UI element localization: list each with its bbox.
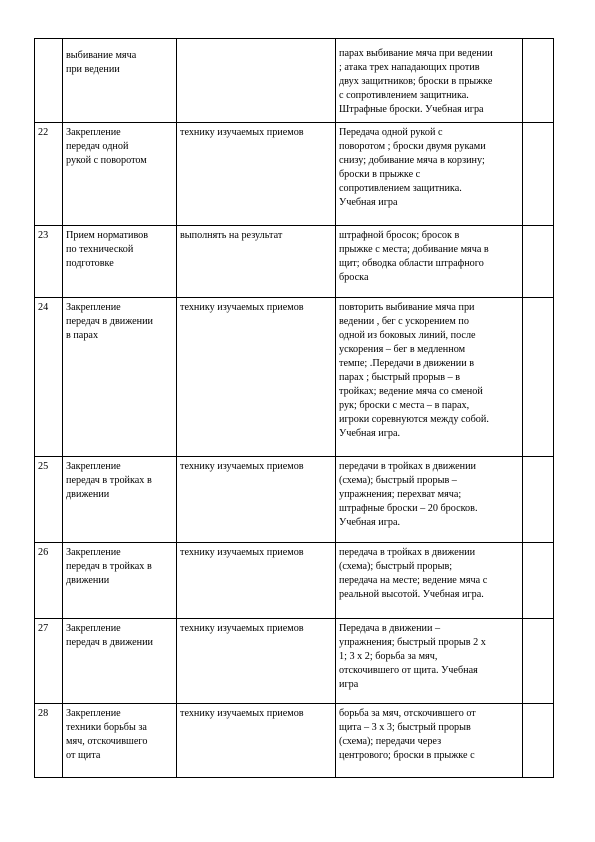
- lesson-type: технику изучаемых приемов: [177, 457, 336, 543]
- lesson-content: повторить выбивание мяча при ведении , бег с ускорением по одной из боковых линий, после ускорения – бег в медленном темпе; .Передачи в движении в парах ; быстрый прорыв – в тройках; ведение мяча со сменой рук; броски с места – в парах, игроки соревнуются между собой. Учебная игра.: [336, 298, 523, 457]
- lesson-content: Передача в движении – упражнения; быстрый прорыв 2 х 1; 3 х 2; борьба за мяч, отскочившего от щита. Учебная игра: [336, 619, 523, 704]
- lesson-extra: [523, 704, 554, 778]
- lesson-number: 25: [35, 457, 63, 543]
- table-row: [35, 704, 554, 778]
- lesson-type: выполнять на результат: [177, 226, 336, 298]
- lesson-extra: [523, 226, 554, 298]
- lesson-type: [177, 39, 336, 123]
- lesson-extra: [523, 39, 554, 123]
- table-row: [35, 619, 554, 704]
- table-row: [35, 123, 554, 226]
- lesson-content: Передача одной рукой с поворотом ; броски двумя руками снизу; добивание мяча в корзину; броски в прыжке с сопротивлением защитника. Учебная игра: [336, 123, 523, 226]
- lesson-number: 27: [35, 619, 63, 704]
- lesson-topic: Закрепление техники борьбы за мяч, отскочившего от щита: [63, 704, 177, 778]
- lesson-type: технику изучаемых приемов: [177, 619, 336, 704]
- lesson-extra: [523, 619, 554, 704]
- lesson-content: парах выбивание мяча при ведении ; атака трех нападающих против двух защитников; броски в прыжке с сопротивлением защитника. Штрафные броски. Учебная игра: [336, 39, 523, 123]
- lesson-topic: выбивание мяча при ведении: [63, 39, 177, 123]
- lesson-content: штрафной бросок; бросок в прыжке с места; добивание мяча в щит; обводка области штрафного броска: [336, 226, 523, 298]
- lesson-number: 26: [35, 543, 63, 619]
- lesson-extra: [523, 123, 554, 226]
- lesson-number: [35, 39, 63, 123]
- lesson-topic: Закрепление передач в движении в парах: [63, 298, 177, 457]
- lesson-table: [34, 38, 554, 778]
- lesson-topic: Прием нормативов по технической подготовке: [63, 226, 177, 298]
- table-row: [35, 298, 554, 457]
- lesson-number: 28: [35, 704, 63, 778]
- table-row: [35, 457, 554, 543]
- lesson-number: 23: [35, 226, 63, 298]
- lesson-type: технику изучаемых приемов: [177, 298, 336, 457]
- lesson-type: технику изучаемых приемов: [177, 543, 336, 619]
- table-row: [35, 543, 554, 619]
- lesson-number: 24: [35, 298, 63, 457]
- lesson-type: технику изучаемых приемов: [177, 704, 336, 778]
- table-row: [35, 39, 554, 123]
- lesson-extra: [523, 457, 554, 543]
- lesson-content: передача в тройках в движении (схема); быстрый прорыв; передача на месте; ведение мяча с реальной высотой. Учебная игра.: [336, 543, 523, 619]
- table-row: [35, 226, 554, 298]
- lesson-topic: Закрепление передач в тройках в движении: [63, 457, 177, 543]
- lesson-type: технику изучаемых приемов: [177, 123, 336, 226]
- lesson-topic: Закрепление передач в тройках в движении: [63, 543, 177, 619]
- lesson-content: передачи в тройках в движении (схема); быстрый прорыв – упражнения; перехват мяча; штрафные броски – 20 бросков. Учебная игра.: [336, 457, 523, 543]
- lesson-extra: [523, 543, 554, 619]
- lesson-topic: Закрепление передач одной рукой с поворотом: [63, 123, 177, 226]
- lesson-topic: Закрепление передач в движении: [63, 619, 177, 704]
- lesson-content: борьба за мяч, отскочившего от щита – 3 х 3; быстрый прорыв (схема); передачи через центрового; броски в прыжке с: [336, 704, 523, 778]
- lesson-number: 22: [35, 123, 63, 226]
- lesson-extra: [523, 298, 554, 457]
